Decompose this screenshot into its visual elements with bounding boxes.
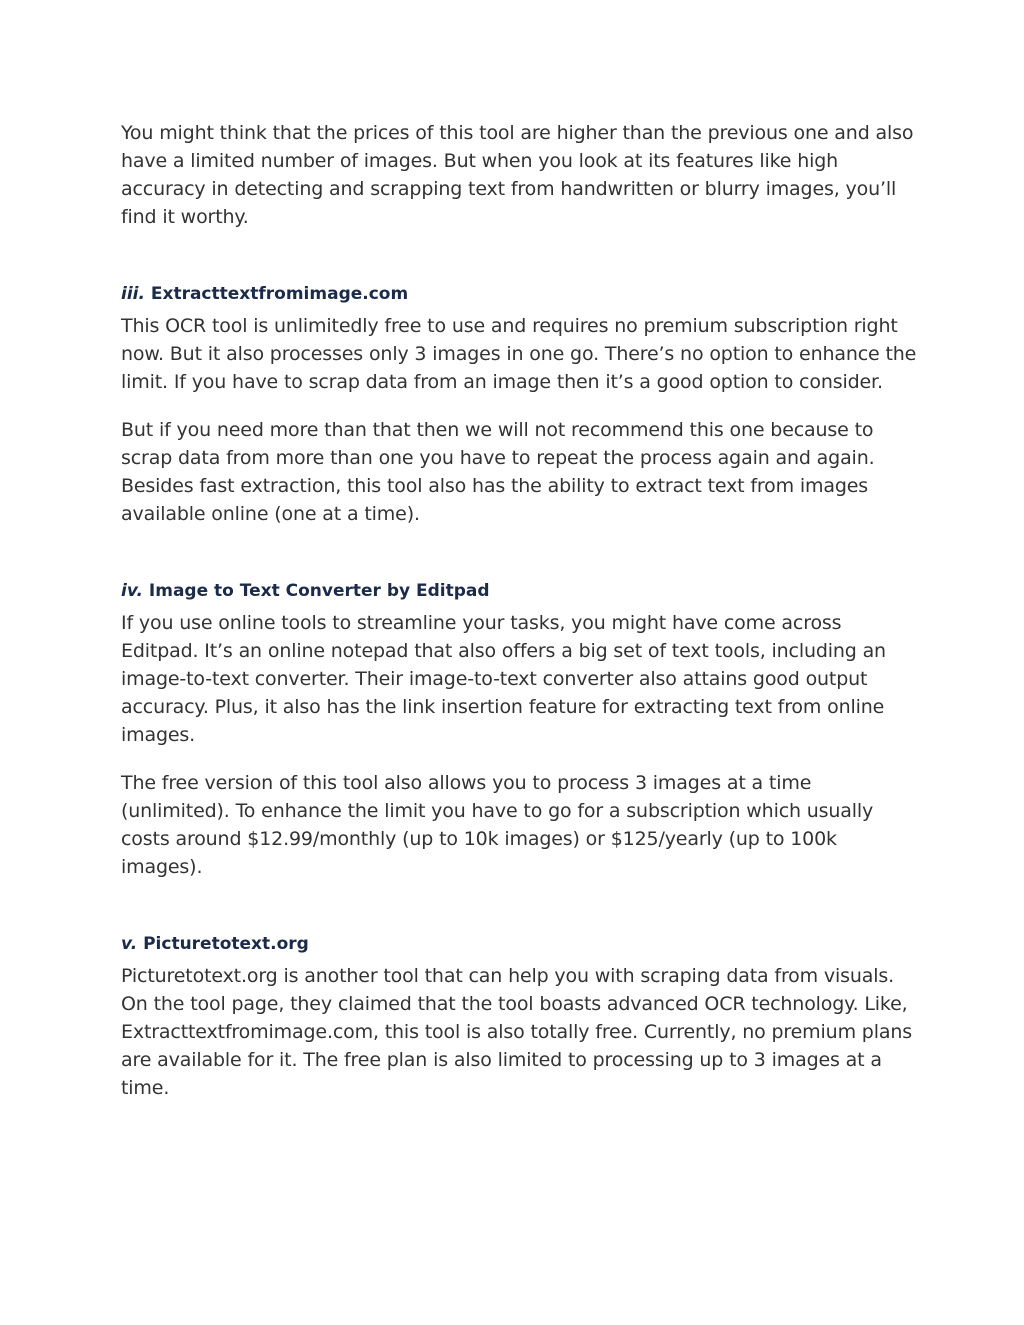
document-page bbox=[121, 119, 921, 1102]
intro-paragraph: You might think that the prices of this tool are higher than the previous one and also have a limited number of images. But when you look at its features like high accuracy in detecting and scrapping text from handwritten or blurry images, you’ll find it worthy. bbox=[121, 122, 914, 228]
section-paragraph: If you use online tools to streamline your tasks, you might have come across Editpad. It’s an online notepad that also offers a big set of text tools, including an image-to-text converter. Their image-to-text converter also attains good output accuracy. Plus, it also has the link insertion feature for extracting text from online images. bbox=[121, 612, 886, 746]
section-paragraph: This OCR tool is unlimitedly free to use and requires no premium subscription right now. But it also processes only 3 images in one go. There’s no option to enhance the limit. If you have to scrap data from an image then it’s a good option to consider. bbox=[121, 315, 917, 393]
section-numeral: v. bbox=[121, 934, 138, 954]
section-numeral: iii. bbox=[121, 284, 145, 304]
section-numeral: iv. bbox=[121, 581, 143, 601]
section-title: Extracttextfromimage.com bbox=[150, 284, 409, 304]
section-paragraph: Picturetotext.org is another tool that can help you with scraping data from visuals. On the tool page, they claimed that the tool boasts advanced OCR technology. Like, Extracttextfromimage.com, this tool is also totally free. Currently, no premium plans are available for it. The free plan is also limited to processing up to 3 images at a time. bbox=[121, 965, 912, 1099]
section-title: Image to Text Converter by Editpad bbox=[148, 581, 490, 601]
section-paragraph: The free version of this tool also allows you to process 3 images at a time (unlimited). To enhance the limit you have to go for a subscription which usually costs around $12.99/monthly (up to 10k images) or $125/yearly (up to 100k images). bbox=[121, 772, 874, 878]
section-paragraph: But if you need more than that then we will not recommend this one because to scrap data from more than one you have to repeat the process again and again. Besides fast extraction, this tool also has the ability to extract text from images available online (one at a time). bbox=[121, 419, 875, 525]
section-title: Picturetotext.org bbox=[143, 934, 309, 954]
section-heading-editpad bbox=[121, 579, 921, 603]
section-heading-picturetotext bbox=[121, 932, 921, 956]
section-heading-extracttextfromimage bbox=[121, 282, 921, 306]
